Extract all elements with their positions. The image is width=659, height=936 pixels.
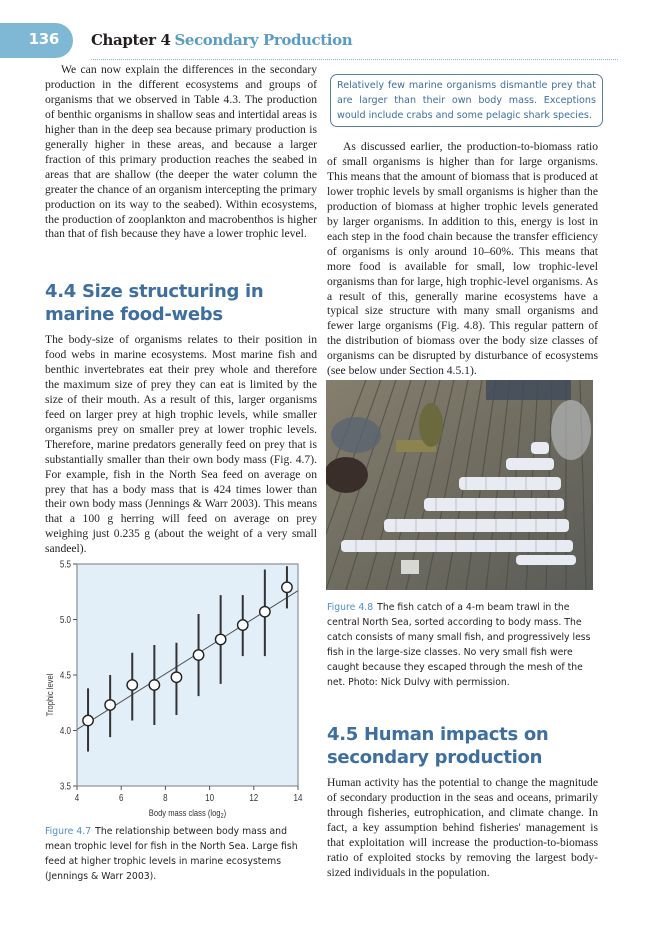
data-point <box>193 650 203 660</box>
trophic-level-scatter-plot <box>40 555 310 825</box>
y-tick-label: 3.5 <box>59 780 71 792</box>
x-tick-label: 8 <box>163 792 168 804</box>
fish-catch-photo-illustration <box>326 380 593 590</box>
y-tick-label: 5.0 <box>59 614 71 626</box>
figure-4-7-chart <box>40 555 310 825</box>
data-point <box>171 672 181 682</box>
margin-note-box: Relatively few marine organisms dismantle prey that are larger than their own body mass. Exceptions would include crabs and some pelagic shark species. <box>330 74 603 127</box>
data-point <box>105 700 115 710</box>
page-number: 136 <box>28 30 59 48</box>
x-tick-label: 12 <box>249 792 259 804</box>
figure-4-8-caption <box>327 600 597 690</box>
y-tick-label: 4.5 <box>59 669 71 681</box>
x-tick-label: 4 <box>74 792 80 804</box>
data-point <box>149 680 159 690</box>
running-header <box>91 31 352 49</box>
y-axis-label: Trophic level <box>44 673 56 717</box>
figure-4-8-photo <box>326 380 593 590</box>
caption-text: The fish catch of a 4-m beam trawl in the central North Sea, sorted according to body mass. The catch consists of many small fish, and progressively less fish in the large-size classes. No very small fish were caught because they escaped through the mesh of the net. Photo: Nick Dulvy with permission. <box>327 602 591 688</box>
figure-label: Figure 4.7 <box>45 826 92 837</box>
caption-text: The relationship between body mass and mean trophic level for fish in the North Sea. Large fish feed at higher trophic levels in marine ecosystems (Jennings & Warr 2003). <box>45 826 298 882</box>
figure-4-7-caption <box>45 824 315 884</box>
x-tick-label: 14 <box>293 792 303 804</box>
section-heading-4-4: 4.4 Size structuring in marine food-webs <box>45 281 264 325</box>
section-4-4-paragraph: The body-size of organisms relates to their position in food webs in marine ecosystems. Most marine fish and benthic invertebrates eat their prey whole and therefore the maximum size of prey they can eat is limited by the size of their mouth. As a result of this, larger organisms feed on larger prey at high trophic levels, while smaller organisms prey on smaller prey at lower trophic levels. Therefore, marine predators generally feed on prey that is substantially smaller than their own body mass (Fig. 4.7). For example, fish in the North Sea feed on average on prey that has a body mass that is 424 times lower than their own body mass (Jennings & Warr 2003). This means that a 100 g herring will feed on average on prey weighing just 0.235 g (about the weight of a very small sandeel). <box>45 333 317 556</box>
y-tick-label: 5.5 <box>59 558 71 570</box>
intro-paragraph: We can now explain the differences in the secondary production in the different ecosystems and groups of organisms that we observed in Table 4.3. The production of benthic organisms in shallow seas and intertidal areas is higher than in the deep sea because primary production is generally higher in these areas, and because a larger fraction of this primary production reaches the seabed in areas that are shallow (the deeper the water column the greater the chance of an organism intercepting the primary production on its way to the seabed). Within ecosystems, the production of zooplankton and macrobenthos is higher than that of fish because they have a lower trophic level. <box>45 63 317 241</box>
y-tick-label: 4.0 <box>59 725 71 737</box>
data-point <box>282 582 292 592</box>
data-point <box>260 607 270 617</box>
x-tick-label: 10 <box>205 792 215 804</box>
data-point <box>215 634 225 644</box>
chapter-title: Secondary Production <box>174 31 353 49</box>
data-point <box>83 715 93 725</box>
x-tick-label: 6 <box>118 792 124 804</box>
header-divider <box>91 59 618 60</box>
right-paragraph: As discussed earlier, the production-to-biomass ratio of small organisms is higher than for large organisms. This means that the amount of biomass that is produced at lower trophic levels by small organisms is higher than the production of biomass at higher trophic levels generated by larger organisms. In addition to this, energy is lost in each step in the food chain because the transfer efficiency of organisms is only around 10–60%. This means that more food is available for small, low trophic-level organisms than for large, high trophic-level organisms. As a result of this, generally marine ecosystems have a typical size structure with many small organisms and fewer large organisms (Fig. 4.8). This regular pattern of the distribution of biomass over the body size classes of organisms can be disrupted by disturbance of ecosystems (see below under Section 4.5.1). <box>327 140 598 378</box>
page-number-tab <box>0 23 73 58</box>
chapter-label: Chapter 4 <box>91 31 171 49</box>
figure-label: Figure 4.8 <box>327 602 374 613</box>
data-point <box>127 680 137 690</box>
section-4-5-paragraph: Human activity has the potential to change the magnitude of secondary production in the seas and oceans, primarily through fisheries, eutrophication, and climate change. In fact, a key assumption behind fisheries' management is that exploitation will increase the production-to-biomass ratio of exploited stocks by removing the largest body-sized individuals in the population. <box>327 776 598 879</box>
section-heading-4-5: 4.5 Human impacts on secondary production <box>327 724 549 768</box>
data-point <box>238 620 248 630</box>
x-axis-label: Body mass class $(\log_2)$ <box>148 807 227 821</box>
